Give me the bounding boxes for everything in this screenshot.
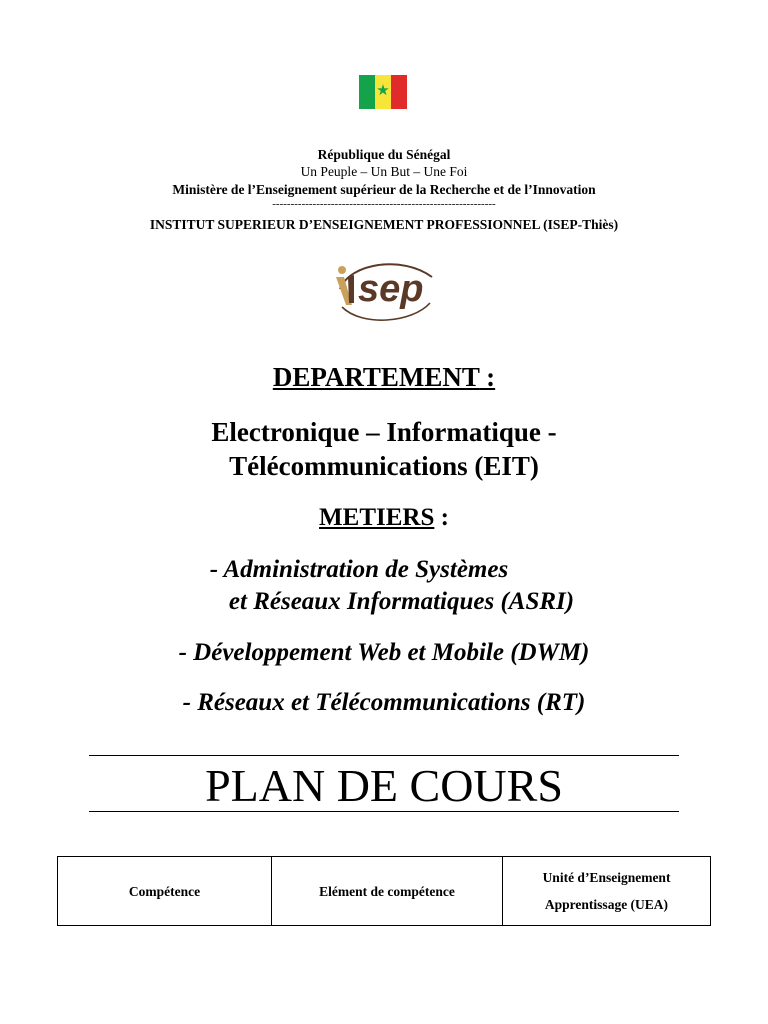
uea-line1: Unité d’Enseignement [542,870,671,885]
department-colon: : [479,362,496,392]
header-separator: ------------------------------------------------------------- [272,198,496,210]
ministry-name: Ministère de l’Enseignement supérieur de la Recherche et de l’Innovation [172,182,596,197]
flag-green-band [359,75,375,109]
flag-yellow-band [375,75,391,109]
table-header-uea [503,857,711,926]
department-name-line1: Electronique – Informatique - [211,417,557,447]
table-header-competence: Compétence [58,857,272,926]
uea-line2: Apprentissage (UEA) [544,897,669,912]
metiers-heading [0,502,768,534]
metier-rt: - Réseaux et Télécommunications (RT) [182,689,586,716]
department-label: DEPARTEMENT [272,362,480,392]
course-table [57,856,711,926]
plan-title: PLAN DE COURS [205,760,563,811]
isep-logo [332,257,436,325]
senegal-flag [359,75,407,109]
department-heading [0,360,768,394]
national-motto: Un Peuple – Un But – Une Foi [300,164,468,179]
table-header-element: Elément de compétence [272,857,503,926]
metiers-label: METIERS [319,504,435,531]
metier-asri-line1: - Administration de Systèmes [209,556,509,583]
star-icon: ★ [376,83,390,99]
logo-text: sep [358,268,424,310]
metier-asri-line2: et Réseaux Informatiques (ASRI) [228,588,575,615]
title-bottom-rule [89,811,679,812]
institute-name: INSTITUT SUPERIEUR D’ENSEIGNEMENT PROFESSIONNEL (ISEP-Thiès) [149,217,619,232]
title-top-rule [89,755,679,756]
department-name-line2: Télécommunications (EIT) [229,451,539,481]
metier-asri [0,554,768,618]
metiers-colon: : [434,504,449,531]
country-name: République du Sénégal [317,147,451,162]
department-name [0,415,768,483]
flag-red-band [391,75,407,109]
metier-dwm: - Développement Web et Mobile (DWM) [178,639,590,666]
table-row [58,857,711,926]
